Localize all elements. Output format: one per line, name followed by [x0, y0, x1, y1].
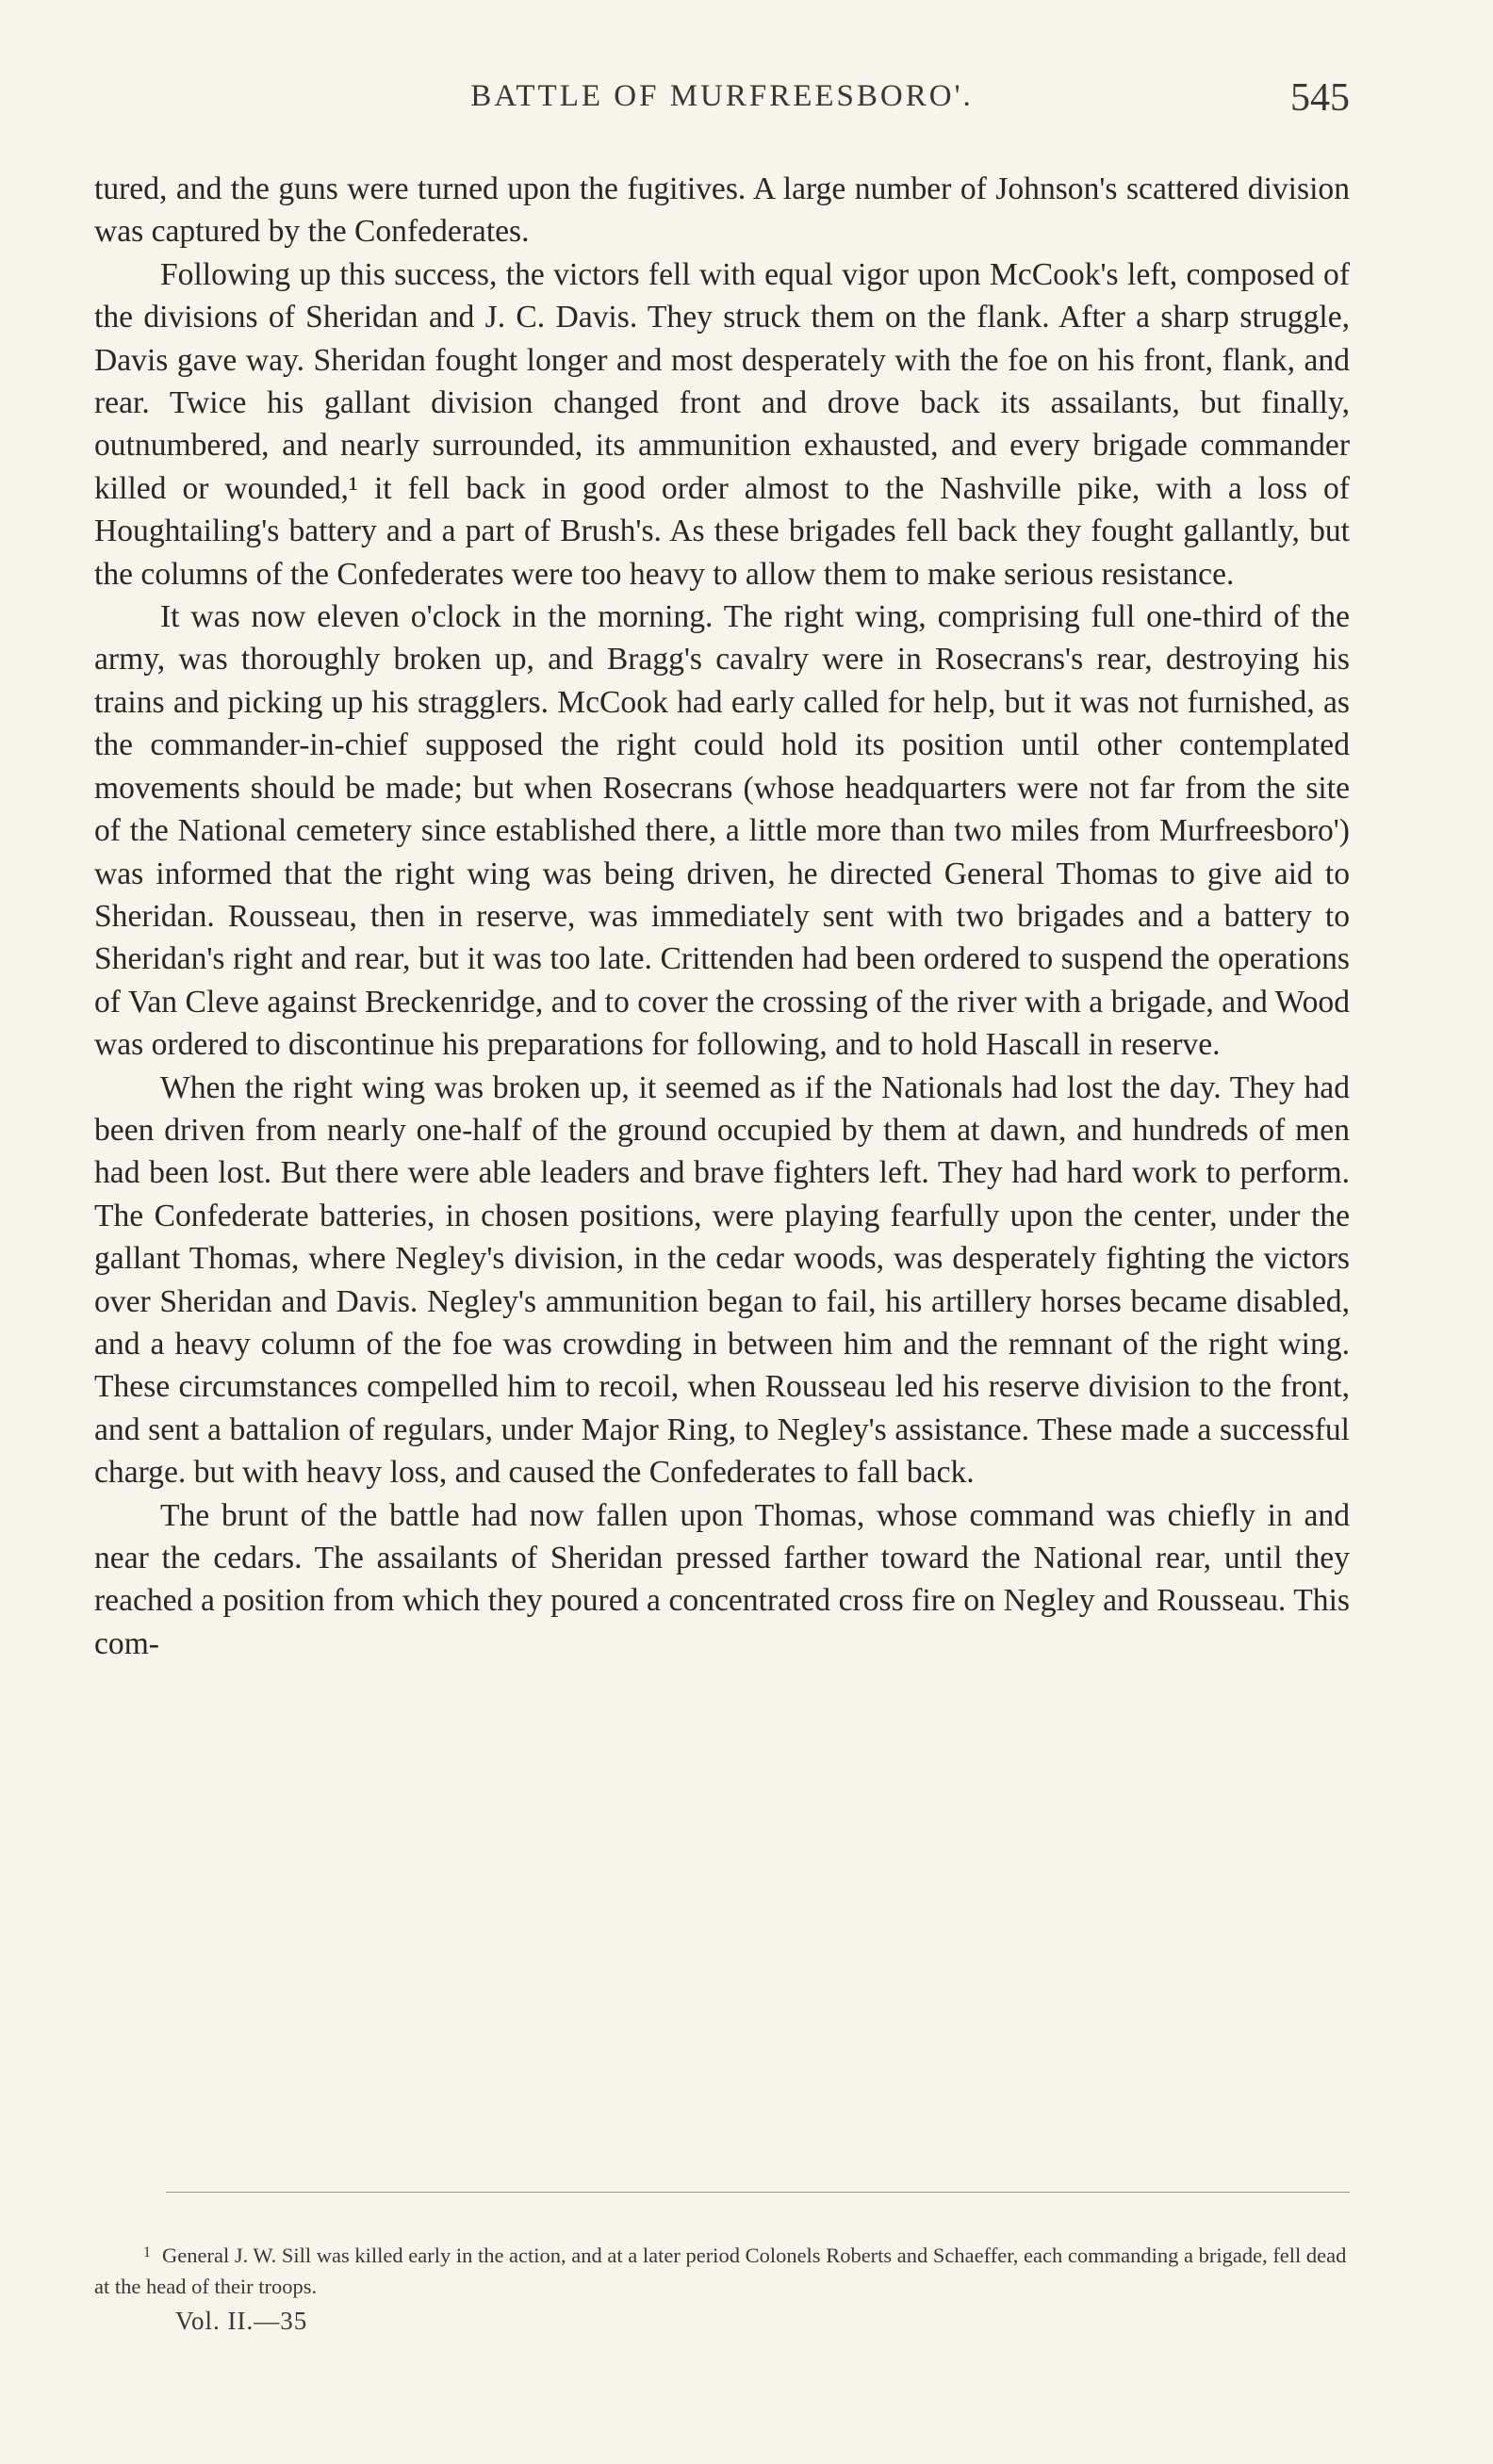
signature-mark: Vol. II.—35	[175, 2307, 308, 2335]
paragraph: tured, and the guns were turned upon the fugitives. A large number of Johnson's scattered division was captured by the Confederates.	[94, 171, 1350, 250]
paragraph: The brunt of the battle had now fallen upon Thomas, whose command was chiefly in and near the cedars. The assailants of Sheridan pressed farther toward the National rear, until they reached a position from which they poured a concentrated cross fire on Negley and Rousseau. This com-	[94, 1497, 1350, 1661]
footnote-divider	[166, 2192, 1350, 2193]
body-text	[94, 168, 1350, 1665]
page-number: 545	[1290, 76, 1350, 120]
footnote-marker: 1	[143, 2244, 151, 2260]
paragraph: When the right wing was broken up, it seemed as if the Nationals had lost the day. They had been driven from nearly one-half of the ground occupied by them at dawn, and hundreds of men had been lost. But there were able leaders and brave fighters left. They had hard work to perform. The Confederate batteries, in chosen positions, were playing fearfully upon the center, under the gallant Thomas, where Negley's division, in the cedar woods, was desperately fighting the victors over Sheridan and Davis. Negley's ammunition began to fail, his artillery horses became disabled, and a heavy column of the foe was crowding in between him and the remnant of the right wing. These circumstances compelled him to recoil, when Rousseau led his reserve division to the front, and sent a battalion of regulars, under Major Ring, to Negley's assistance. These made a successful charge. but with heavy loss, and caused the Confederates to fall back.	[94, 1069, 1350, 1491]
footnote-text: General J. W. Sill was killed early in the action, and at a later period Colonels Roberts and Schaeffer, each commanding a brigade, fell dead at the head of their troops.	[94, 2244, 1347, 2298]
paragraph: Following up this success, the victors fell with equal vigor upon McCook's left, composed of the divisions of Sheridan and J. C. Davis. They struck them on the flank. After a sharp struggle, Davis gave way. Sheridan fought longer and most desperately with the foe on his front, flank, and rear. Twice his gallant division changed front and drove back its assailants, but finally, outnumbered, and nearly surrounded, its ammunition exhausted, and every brigade commander killed or wounded,¹ it fell back in good order almost to the Nashville pike, with a loss of Houghtailing's battery and a part of Brush's. As these brigades fell back they fought gallantly, but the columns of the Confederates were too heavy to allow them to make serious resistance.	[94, 256, 1350, 592]
footnote	[94, 2237, 1357, 2302]
footnotes	[94, 2237, 1357, 2302]
running-title: BATTLE OF MURFREESBORO'.	[470, 79, 974, 113]
page-header	[94, 76, 1350, 126]
paragraph: It was now eleven o'clock in the morning. The right wing, comprising full one-third of the army, was thoroughly broken up, and Bragg's cavalry were in Rosecrans's rear, destroying his trains and picking up his stragglers. McCook had early called for help, but it was not furnished, as the commander-in-chief supposed the right could hold its position until other contemplated movements should be made; but when Rosecrans (whose headquarters were not far from the site of the National cemetery since established there, a little more than two miles from Murfreesboro') was informed that the right wing was being driven, he directed General Thomas to give aid to Sheridan. Rousseau, then in reserve, was immediately sent with two brigades and a battery to Sheridan's right and rear, but it was too late. Crittenden had been ordered to suspend the operations of Van Cleve against Breckenridge, and to cover the crossing of the river with a brigade, and Wood was ordered to discontinue his preparations for following, and to hold Hascall in reserve.	[94, 599, 1350, 1063]
